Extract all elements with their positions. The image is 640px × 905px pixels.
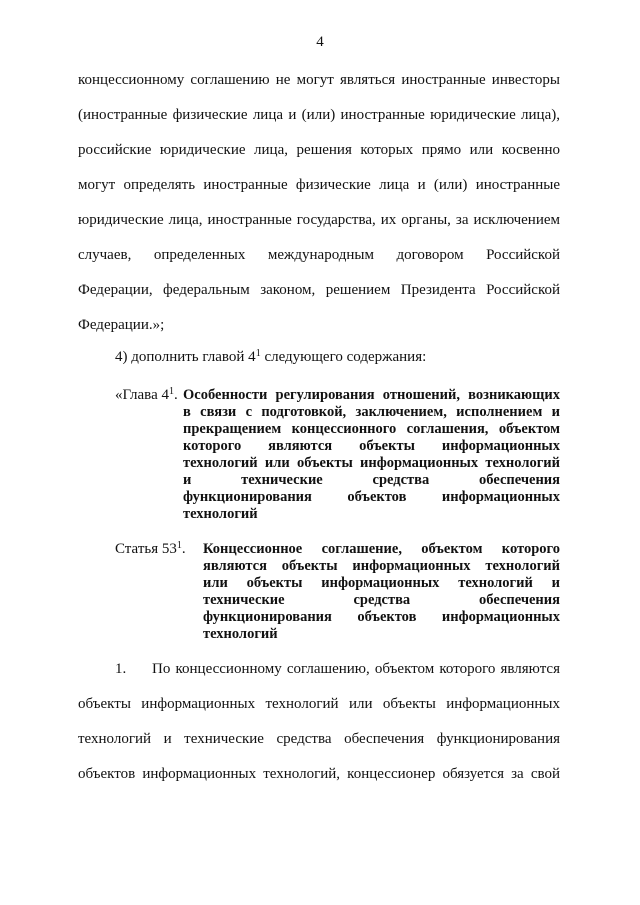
chapter-title (183, 387, 560, 523)
text-line: объектов информационных технологий, концессионер обязуется за свой (78, 766, 560, 782)
text-line: Федерации.»; (78, 317, 165, 333)
article-label-superscript: 1 (176, 540, 182, 551)
text-line: случаев, определенных международным договором Российской (78, 247, 560, 263)
article-title (203, 541, 560, 643)
item-4-text-after: следующего содержания: (260, 349, 427, 365)
article-title-line: технологий (203, 626, 278, 642)
chapter-label-superscript: 1 (168, 386, 174, 397)
article-label-suffix: . (181, 541, 186, 557)
chapter-title-line: прекращением концессионного соглашения, объектом (183, 421, 560, 437)
clause-1-first-line (152, 660, 560, 678)
article-label-text: Статья 53 (115, 541, 177, 557)
chapter-label (115, 386, 178, 404)
text-line: По концессионному соглашению, объектом которого являются (152, 661, 560, 677)
item-4-superscript: 1 (255, 348, 261, 359)
text-line: объекты информационных технологий или объекты информационных (78, 696, 560, 712)
text-line: российские юридические лица, решения которых прямо или косвенно (78, 142, 560, 158)
text-line: концессионному соглашению не могут являться иностранные инвесторы (78, 72, 560, 88)
chapter-title-line: и технические средства обеспечения (183, 472, 560, 488)
text-line: Федерации, федеральным законом, решением Президента Российской (78, 282, 560, 298)
chapter-label-suffix: . (173, 387, 178, 403)
chapter-title-line: в связи с подготовкой, заключением, исполнением и (183, 404, 560, 420)
page-number: 4 (316, 34, 324, 50)
chapter-title-line: функционирования объектов информационных (183, 489, 560, 505)
paragraph-continuation (78, 71, 560, 334)
chapter-label-text: «Глава 4 (115, 387, 169, 403)
article-title-line: являются объекты информационных технологий (203, 558, 560, 574)
article-label (115, 540, 186, 558)
item-4-paragraph (115, 348, 426, 366)
article-title-line: технические средства обеспечения (203, 592, 560, 608)
item-4-text: 4) дополнить главой 4 (115, 349, 256, 365)
chapter-title-line: Особенности регулирования отношений, возникающих (183, 387, 560, 403)
chapter-title-line: которого являются объекты информационных (183, 438, 560, 454)
chapter-title-line: технологий или объекты информационных технологий (183, 455, 560, 471)
clause-number: 1. (115, 661, 127, 677)
text-line: могут определять иностранные физические лица и (или) иностранные (78, 177, 560, 193)
article-title-line: или объекты информационных технологий и (203, 575, 560, 591)
text-line: (иностранные физические лица и (или) иностранные юридические лица), (78, 107, 560, 123)
article-title-line: Концессионное соглашение, объектом которого (203, 541, 560, 557)
text-line: технологий и технические средства обеспечения функционирования (78, 731, 560, 747)
clause-1-body (78, 695, 560, 783)
chapter-title-line: технологий (183, 506, 258, 522)
text-line: юридические лица, иностранные государства, их органы, за исключением (78, 212, 560, 228)
article-title-line: функционирования объектов информационных (203, 609, 560, 625)
